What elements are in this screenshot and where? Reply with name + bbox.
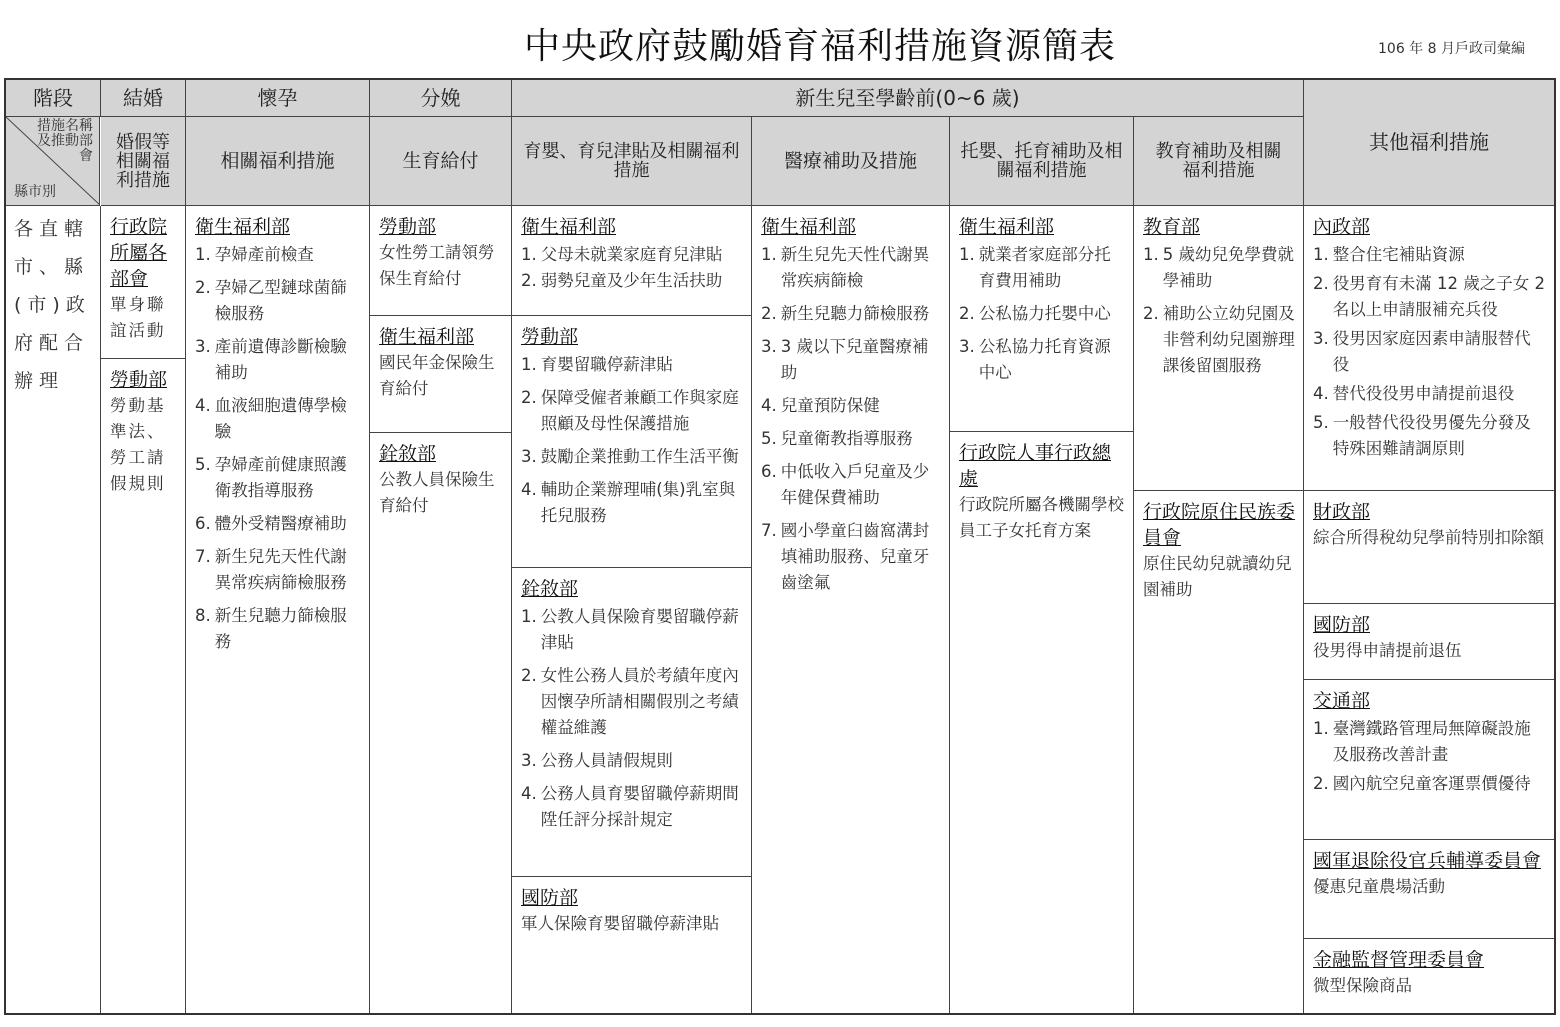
list-item: 8. 新生兒聽力篩檢服務 xyxy=(195,606,347,651)
marriage-box-2 xyxy=(101,359,185,497)
header-c3: 相關福利措施 xyxy=(186,117,370,206)
col-nursery xyxy=(950,206,1134,1013)
list-item: 1. 孕婦產前檢查 xyxy=(195,245,314,264)
allowance-box-1 xyxy=(512,206,751,316)
dept-name: 行政院原住民族委員會 xyxy=(1143,501,1296,549)
pregnancy-box-1 xyxy=(186,206,369,662)
measure-list xyxy=(521,242,743,294)
list-item: 6. 體外受精醫療補助 xyxy=(195,514,347,533)
measure-list xyxy=(761,242,941,596)
other-box-3 xyxy=(1304,604,1554,680)
col-medical xyxy=(752,206,950,1013)
allowance-box-2 xyxy=(512,316,751,568)
header-c2: 婚假等相關福利措施 xyxy=(101,117,186,206)
page-title: 中央政府鼓勵婚育福利措施資源簡表 xyxy=(523,26,1116,67)
list-item: 2. 役男育有未滿 12 歲之子女 2 名以上申請服補充兵役 xyxy=(1313,274,1545,319)
education-box-1 xyxy=(1134,206,1303,491)
dept-name: 銓敘部 xyxy=(521,578,579,600)
list-item: 3. 公務人員請假規則 xyxy=(521,751,673,770)
header-newborn: 新生兒至學齡前(0~6 歲) xyxy=(512,80,1304,117)
measure-text: 勞動基準法、勞工請假規則 xyxy=(110,396,166,493)
compiler-note: 106 年 8 月戶政司彙編 xyxy=(1378,41,1525,57)
list-item: 7. 國小學童臼齒窩溝封填補助服務、兒童牙齒塗氟 xyxy=(761,521,930,592)
list-item: 1. 臺灣鐵路管理局無障礙設施及服務改善計畫 xyxy=(1313,719,1531,764)
measure-list xyxy=(1143,242,1295,379)
list-item: 1. 就業者家庭部分托育費用補助 xyxy=(959,245,1111,290)
list-item: 4. 公務人員育嬰留職停薪期間陞任評分採計規定 xyxy=(521,784,739,829)
other-box-5 xyxy=(1304,840,1554,939)
header-other xyxy=(1304,80,1554,206)
allowance-box-4 xyxy=(512,877,751,937)
header-c7: 托嬰、托育補助及相關福利措施 xyxy=(950,117,1134,206)
measure-text: 單身聯誼活動 xyxy=(110,295,166,340)
dept-name: 勞動部 xyxy=(521,326,579,348)
list-item: 4. 血液細胞遺傳學檢驗 xyxy=(195,396,347,441)
list-item: 1. 5 歲幼兒免學費就學補助 xyxy=(1143,245,1294,290)
dept-name: 教育部 xyxy=(1143,216,1201,238)
list-item: 1. 育嬰留職停薪津貼 xyxy=(521,355,673,374)
list-item: 2. 保障受僱者兼顧工作與家庭照顧及母性保護措施 xyxy=(521,388,739,433)
dept-name: 銓敘部 xyxy=(379,443,437,465)
measure-text: 公教人員保險生育給付 xyxy=(379,470,495,515)
col-marriage xyxy=(101,206,186,1013)
header-c4: 生育給付 xyxy=(370,117,512,206)
header-diagonal-cell xyxy=(6,117,100,206)
list-item: 2. 國內航空兒童客運票價優待 xyxy=(1313,774,1531,793)
nursery-box-2 xyxy=(950,432,1133,544)
other-box-2 xyxy=(1304,491,1554,604)
header-c8: 教育補助及相關福利措施 xyxy=(1134,117,1304,206)
other-box-6 xyxy=(1304,939,1554,999)
measure-list xyxy=(1313,242,1546,462)
dept-name: 內政部 xyxy=(1313,216,1371,238)
list-item: 3. 鼓勵企業推動工作生活平衡 xyxy=(521,447,739,466)
delivery-box-1 xyxy=(370,206,511,316)
list-item: 4. 替代役役男申請提前退役 xyxy=(1313,384,1515,403)
list-item: 5. 兒童衛教指導服務 xyxy=(761,429,913,448)
col-other xyxy=(1304,206,1554,1013)
header-stage: 階段 xyxy=(6,80,101,117)
dept-name: 金融監督管理委員會 xyxy=(1313,949,1485,971)
list-item: 2. 女性公務人員於考績年度內因懷孕所請相關假別之考績權益維護 xyxy=(521,666,739,737)
diag-top-label: 措施名稱及推動部會 xyxy=(37,118,93,164)
measure-text: 綜合所得稅幼兒學前特別扣除額 xyxy=(1313,528,1544,547)
header-c5: 育嬰、育兒津貼及相關福利措施 xyxy=(512,117,752,206)
dept-name: 衛生福利部 xyxy=(959,216,1055,238)
col-delivery xyxy=(370,206,512,1013)
dept-name: 衛生福利部 xyxy=(379,326,475,348)
list-item: 3. 公私協力托育資源中心 xyxy=(959,337,1111,382)
medical-box-1 xyxy=(752,206,949,603)
measure-list xyxy=(195,242,361,655)
dept-name: 國防部 xyxy=(1313,614,1371,636)
measure-text: 役男得申請提前退伍 xyxy=(1313,641,1462,660)
dept-name: 國軍退除役官兵輔導委員會 xyxy=(1313,850,1542,872)
measure-text: 原住民幼兒就讀幼兒園補助 xyxy=(1143,554,1292,599)
dept-name: 勞動部 xyxy=(110,369,168,391)
header-c6: 醫療補助及措施 xyxy=(752,117,950,206)
diag-bottom-label: 縣市別 xyxy=(14,184,56,200)
allowance-box-3 xyxy=(512,568,751,877)
dept-name: 衛生福利部 xyxy=(761,216,857,238)
list-item: 3. 役男因家庭因素申請服替代役 xyxy=(1313,329,1531,374)
dept-name: 交通部 xyxy=(1313,690,1371,712)
list-item: 3. 3 歲以下兒童醫療補助 xyxy=(761,337,929,382)
dept-name: 財政部 xyxy=(1313,501,1371,523)
measure-list xyxy=(959,242,1125,386)
list-item: 5. 孕婦產前健康照護衛教指導服務 xyxy=(195,455,347,500)
col-pregnancy xyxy=(186,206,370,1013)
list-item: 4. 輔助企業辦理哺(集)乳室與托兒服務 xyxy=(521,480,736,525)
col-local-gov xyxy=(6,206,101,1013)
list-item: 1. 整合住宅補貼資源 xyxy=(1313,245,1465,264)
dept-name: 國防部 xyxy=(521,887,579,909)
dept-name: 行政院所屬各部會 xyxy=(110,216,168,290)
measure-list xyxy=(1313,716,1546,797)
list-item: 4. 兒童預防保健 xyxy=(761,396,880,415)
measure-list xyxy=(521,604,743,833)
measure-text: 微型保險商品 xyxy=(1313,976,1412,995)
education-box-2 xyxy=(1134,491,1303,603)
measure-list xyxy=(521,352,743,529)
local-gov-text: 各直轄市、縣(市)政府配合辦理 xyxy=(14,218,91,392)
delivery-box-2 xyxy=(370,316,511,433)
list-item: 1. 公教人員保險育嬰留職停薪津貼 xyxy=(521,607,739,652)
dept-name: 行政院人事行政總處 xyxy=(959,442,1112,490)
measure-text: 女性勞工請領勞保生育給付 xyxy=(379,243,495,288)
dept-name: 衛生福利部 xyxy=(195,216,291,238)
list-item: 2. 弱勢兒童及少年生活扶助 xyxy=(521,271,723,290)
list-item: 2. 補助公立幼兒園及非營利幼兒園辦理課後留園服務 xyxy=(1143,304,1295,375)
col-childcare-allowance xyxy=(512,206,752,1013)
header-delivery: 分娩 xyxy=(370,80,512,117)
nursery-box-1 xyxy=(950,206,1133,432)
list-item: 5. 一般替代役役男優先分發及特殊困難請調原則 xyxy=(1313,413,1531,458)
header-other-label: 其他福利措施 xyxy=(1369,130,1489,154)
list-item: 7. 新生兒先天性代謝異常疾病篩檢服務 xyxy=(195,547,347,592)
other-box-1 xyxy=(1304,206,1554,491)
list-item: 1. 新生兒先天性代謝異常疾病篩檢 xyxy=(761,245,930,290)
list-item: 3. 產前遺傳診斷檢驗補助 xyxy=(195,337,347,382)
dept-name: 勞動部 xyxy=(379,216,437,238)
delivery-box-3 xyxy=(370,433,511,519)
measure-text: 行政院所屬各機關學校員工子女托育方案 xyxy=(959,495,1124,540)
col-education xyxy=(1134,206,1304,1013)
measure-text: 優惠兒童農場活動 xyxy=(1313,877,1445,896)
list-item: 6. 中低收入戶兒童及少年健保費補助 xyxy=(761,462,930,507)
header-pregnancy: 懷孕 xyxy=(186,80,370,117)
list-item: 2. 孕婦乙型鏈球菌篩檢服務 xyxy=(195,278,347,323)
measure-text: 國民年金保險生育給付 xyxy=(379,353,495,398)
header-marriage: 結婚 xyxy=(101,80,186,117)
other-box-4 xyxy=(1304,680,1554,840)
marriage-box-1 xyxy=(101,206,185,359)
list-item: 1. 父母未就業家庭育兒津貼 xyxy=(521,245,723,264)
dept-name: 衛生福利部 xyxy=(521,216,617,238)
list-item: 2. 公私協力托嬰中心 xyxy=(959,304,1111,323)
list-item: 2. 新生兒聽力篩檢服務 xyxy=(761,304,930,323)
measure-text: 軍人保險育嬰留職停薪津貼 xyxy=(521,914,719,933)
